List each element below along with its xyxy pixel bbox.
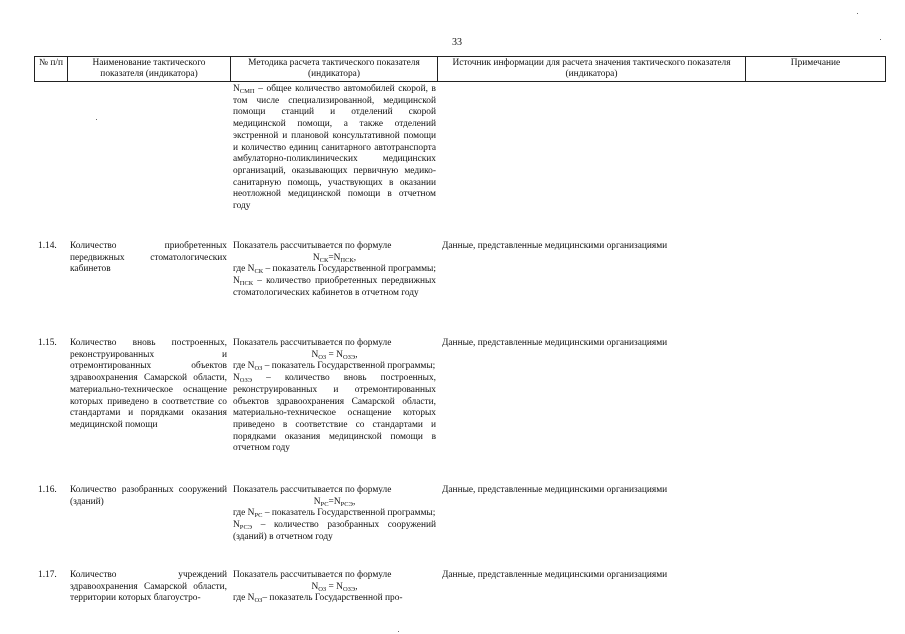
scan-speck xyxy=(880,39,881,40)
continuation-cell xyxy=(233,84,436,213)
row-method xyxy=(233,485,436,544)
continuation-symbol-sub: СМП xyxy=(239,88,255,95)
method-definition: где $N_{ОЗ}-$ показатель Государственной про- xyxy=(233,593,403,605)
header-source: Источник информации для расчета значения тактического показателя (индикатора) xyxy=(452,58,731,79)
scan-speck xyxy=(398,631,399,632)
row-name: Количество приобретенных передвижных стоматологических кабинетов xyxy=(70,241,227,275)
row-name: Количество разобранных сооружений (зданий) xyxy=(70,485,227,507)
method-intro: Показатель рассчитывается по формуле xyxy=(233,485,392,495)
row-source: Данные, представленные медицинскими организациями xyxy=(442,485,668,495)
header-bottom-rule xyxy=(34,81,886,82)
header-divider xyxy=(437,56,438,82)
method-intro: Показатель рассчитывается по формуле xyxy=(233,241,392,251)
scan-speck xyxy=(96,119,97,120)
formula: $N_{РС}=N_{РСЭ}$, xyxy=(313,496,356,508)
row-name: Количество учреждений здравоохранения Самарской области, территории которых благоустро- xyxy=(70,570,227,604)
header-divider xyxy=(885,56,886,82)
method-intro: Показатель рассчитывается по формуле xyxy=(233,570,392,580)
row-source: Данные, представленные медицинскими организациями xyxy=(442,338,668,348)
header-note: Примечание xyxy=(790,58,841,68)
scan-speck xyxy=(857,13,858,14)
method-definition: где $N_{СК}$ – показатель Государственной программы; xyxy=(233,264,436,276)
row-number: 1.16. xyxy=(38,485,57,495)
header-divider xyxy=(745,56,746,82)
continuation-symbol: N xyxy=(233,84,240,94)
row-number: 1.17. xyxy=(38,570,57,580)
formula: $N_{ОЗ} = N_{ОЗЭ}$, xyxy=(311,581,358,593)
header-num: № п/п xyxy=(39,58,63,68)
formula: $N_{СК}=N_{ПСК}$, xyxy=(312,252,357,264)
row-number: 1.15. xyxy=(38,338,57,348)
row-number: 1.14. xyxy=(38,241,57,251)
row-method xyxy=(233,241,436,300)
method-intro: Показатель рассчитывается по формуле xyxy=(233,338,392,348)
method-definition: где $N_{ОЗ}$ – показатель Государственной программы; xyxy=(233,361,436,373)
header-method: Методика расчета тактического показателя (индикатора) xyxy=(248,58,420,79)
header-name: Наименование тактического показателя (индикатора) xyxy=(92,58,206,79)
row-method xyxy=(233,570,436,605)
row-source: Данные, представленные медицинскими организациями xyxy=(442,570,668,580)
page-number: 33 xyxy=(452,37,462,48)
row-source: Данные, представленные медицинскими организациями xyxy=(442,241,668,251)
method-definition: где $N_{РС}$ – показатель Государственной программы; xyxy=(233,508,436,520)
formula: $N_{ОЗ} = N_{ОЗЭ}$, xyxy=(311,349,358,361)
header-divider xyxy=(230,56,231,82)
method-definition: $N_{ОЗЭ}$ – количество вновь построенных, реконструированных и отремонтированных объектов здравоохранения Самарской области, материально-техническое оснащение которых приведено в соответствие со стандартами и порядками оказания медицинской помощи в отчетном году xyxy=(233,373,436,454)
header-divider xyxy=(67,56,68,82)
row-method xyxy=(233,338,436,455)
method-definition: $N_{ПСК}$ – количество приобретенных передвижных стоматологических кабинетов в отчетном году xyxy=(233,276,436,298)
method-definition: $N_{РСЭ}$ – количество разобранных сооружений (зданий) в отчетном году xyxy=(233,520,436,542)
continuation-text: – общее количество автомобилей скорой, в том числе специализированной, медицинской помощи станций и отделений скорой медицинской помощи, а также отделений экстренной и плановой консультативной помощи и количество единиц санитарного автотранспорта амбулаторно-поликлинических медицинских организаций, оказывающих первичную медико-санитарную помощь, участвующих в оказании неотложной медицинской помощи в отчетном году xyxy=(233,84,436,212)
row-name: Количество вновь построенных, реконструированных и отремонтированных объектов здравоохранения Самарской области, материально-техническое оснащение которых приведено в соответствие со стандартами и порядками оказания медицинской помощи xyxy=(70,338,227,430)
header-top-rule xyxy=(34,56,886,57)
